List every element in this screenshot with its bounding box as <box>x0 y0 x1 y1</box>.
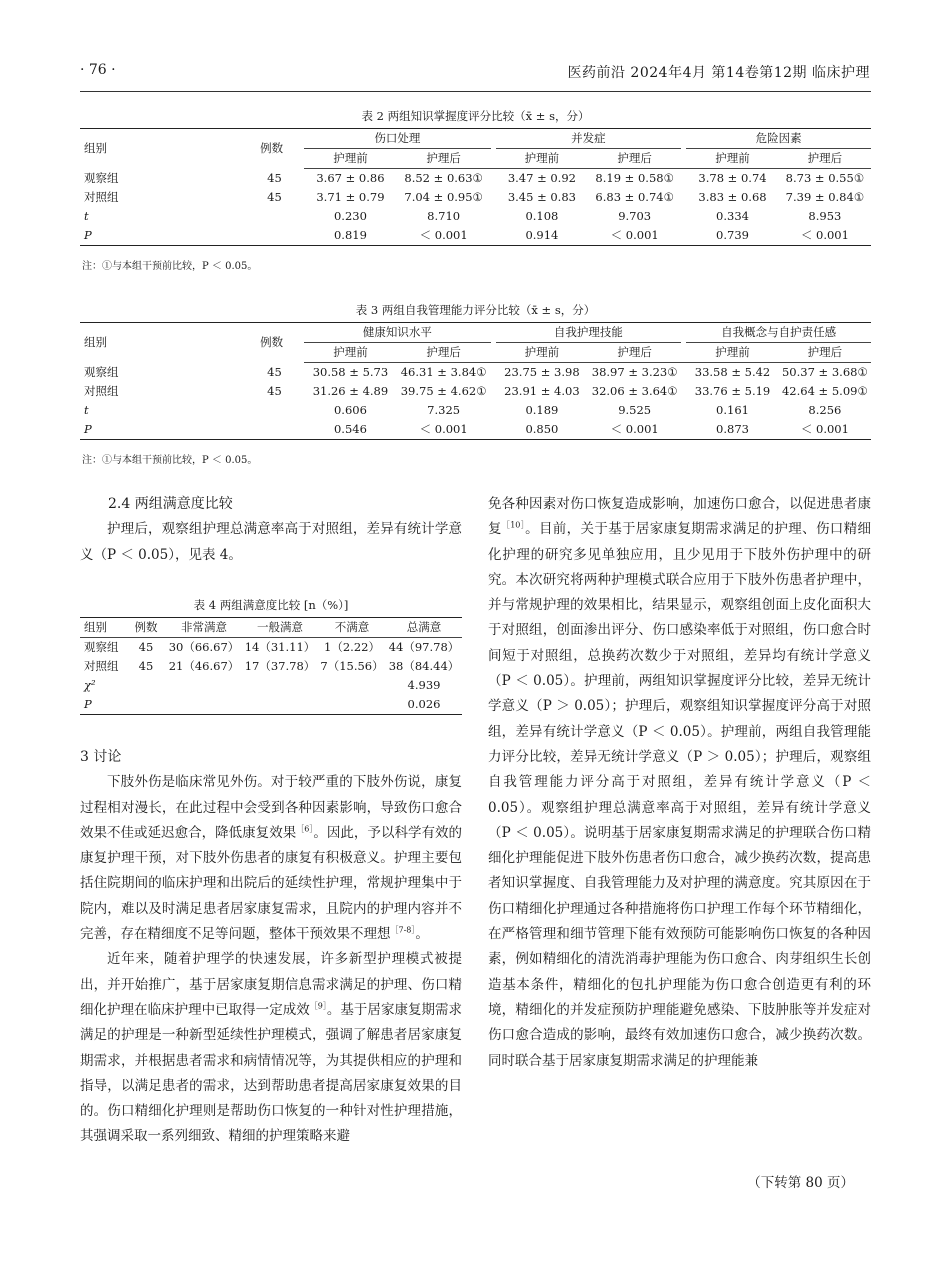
citation: ［9］ <box>309 1001 327 1011</box>
table-row: P 0.546 ＜ 0.001 0.850 ＜ 0.001 0.873 ＜ 0.001 <box>80 420 871 440</box>
group-header: 自我护理技能 <box>553 325 623 339</box>
sub-header: 护理后 <box>779 343 871 363</box>
journal-info: 医药前沿 2024年4月 第14卷第12期 临床护理 <box>567 65 870 81</box>
page-header <box>80 62 870 86</box>
table4 <box>80 617 462 715</box>
sub-header: 护理前 <box>496 343 589 363</box>
group-header: 危险因素 <box>755 131 802 145</box>
paragraph: 护理后，观察组护理总满意率高于对照组，差异有统计学意义（P ＜ 0.05），见表 4。 <box>80 521 462 563</box>
col-header: 一般满意 <box>242 618 318 638</box>
group-header: 自我概念与自护责任感 <box>721 325 837 339</box>
table-row: χ² 4.939 <box>84 678 441 692</box>
table3 <box>80 322 871 440</box>
paragraph: 近年来，随着护理学的快速发展，许多新型护理模式被提出，并开始推广，基于居家康复期信息需求满足的护理、伤口精细化护理在临床护理中已取得一定成效$^{[9]}$。基于居家康复期需求满足的护理是一种新型延续性护理模式，强调了解患者居家康复期需求，并根据患者需求和病情情况等，为其提供相应的护理和指导，以满足患者的需求，达到帮助患者提高居家康复效果的目的。伤口精细化护理则是帮助伤口恢复的一种针对性护理措施，其强调采取一系列细致、精细的护理策略来避 <box>80 951 463 1145</box>
sub-header: 护理前 <box>304 343 397 363</box>
table-row: 对照组 45 21（46.67） 17（37.78） 7（15.56） 38（84.44） <box>84 659 460 673</box>
table2 <box>80 128 871 246</box>
table-row: 观察组 45 30（66.67） 14（31.11） 1（2.22） 44（97.78） <box>84 640 460 654</box>
sub-header: 护理后 <box>397 343 491 363</box>
table-row: 对照组 45 31.26 ± 4.89 39.75 ± 4.62① 23.91 ± 4.03 32.06 ± 3.64① 33.76 ± 5.19 42.64 ± 5.09① <box>84 384 868 398</box>
group-header: 并发症 <box>571 131 606 145</box>
col-n: 例数 <box>260 335 284 350</box>
section-heading: 2.4 两组满意度比较 <box>108 496 233 512</box>
right-column <box>488 492 871 1074</box>
col-header: 总满意 <box>386 618 462 638</box>
section-heading: 3 讨论 <box>80 749 122 765</box>
table4-caption: 表 4 两组满意度比较 [n（%）] <box>193 598 349 612</box>
col-group: 组别 <box>84 335 107 350</box>
col-n: 例数 <box>260 141 284 156</box>
sub-header: 护理后 <box>779 149 871 169</box>
table3-note: 注：①与本组干预前比较，P ＜ 0.05。 <box>82 455 258 466</box>
sub-header: 护理前 <box>686 343 779 363</box>
continued-note: （下转第 80 页） <box>747 1175 854 1191</box>
citation: ［6］ <box>296 824 314 834</box>
col-group: 组别 <box>84 141 107 156</box>
group-header: 健康知识水平 <box>362 325 432 339</box>
table2-note: 注：①与本组干预前比较，P ＜ 0.05。 <box>82 261 258 272</box>
section-3 <box>80 745 462 1150</box>
table-row: 对照组 45 3.71 ± 0.79 7.04 ± 0.95① 3.45 ± 0.83 6.83 ± 0.74① 3.83 ± 0.68 7.39 ± 0.84① <box>84 190 865 204</box>
table2-caption: 表 2 两组知识掌握度评分比较（x̄ ± s，分） <box>361 109 590 123</box>
page-number: · 76 · <box>80 62 116 78</box>
table-row: 观察组 45 30.58 ± 5.73 46.31 ± 3.84① 23.75 ± 3.98 38.97 ± 3.23① 33.58 ± 5.42 50.37 ± 3.68① <box>84 364 868 379</box>
sub-header: 护理后 <box>397 149 491 169</box>
citation: ［10］ <box>501 520 526 530</box>
paragraph: 下肢外伤是临床常见外伤。对于较严重的下肢外伤说，康复过程相对漫长，在此过程中会受到各种因素影响，导致伤口愈合效果不佳或延迟愈合，降低康复效果$^{[6]}$。因此，予以科学有效的康复护理干预，对下肢外伤患者的康复有积极意义。护理主要包括住院期间的临床护理和出院后的延续性护理，常规护理集中于院内，难以及时满足患者居家康复需求，且院内的护理内容并不完善，存在精细度不足等问题，整体干预效果不理想$^{[7-8]}$。 <box>80 774 463 943</box>
group-header: 伤口处理 <box>374 131 421 145</box>
header-rule <box>80 91 871 92</box>
table-row: t 0.230 8.710 0.108 9.703 0.334 8.953 <box>84 209 842 223</box>
table-row: 观察组 45 3.67 ± 0.86 8.52 ± 0.63① 3.47 ± 0.92 8.19 ± 0.58① 3.78 ± 0.74 8.73 ± 0.55① <box>84 170 865 185</box>
citation: ［7-8］ <box>390 925 416 935</box>
section-2-4 <box>80 492 462 568</box>
sub-header: 护理前 <box>304 149 397 169</box>
sub-header: 护理前 <box>496 149 589 169</box>
col-header: 非常满意 <box>166 618 242 638</box>
col-header: 例数 <box>126 618 166 638</box>
sub-header: 护理后 <box>588 343 681 363</box>
paragraph: 免各种因素对伤口恢复造成影响，加速伤口愈合，以促进患者康复$^{[10]}$。目前，关于基于居家康复期需求满足的护理、伤口精细化护理的研究多见单独应用，且少见用于下肢外伤护理中的研究。本次研究将两种护理模式联合应用于下肢外伤患者护理中，并与常规护理的效果相比，结果显示，观察组创面上皮化面积大于对照组，创面渗出评分、伤口感染率低于对照组，伤口愈合时间短于对照组，总换药次数少于对照组，差异均有统计学意义（P ＜ 0.05）。护理前，两组知识掌握度评分比较，差异无统计学意义（P ＞ 0.05）；护理后，观察组知识掌握度评分高于对照组，差异有统计学意义（P ＜ 0.05）。护理前，两组自我管理能力评分比较，差异无统计学意义（P ＞ 0.05）；护理后，观察组自我管理能力评分高于对照组，差异有统计学意义（P ＜ 0.05）。观察组护理总满意率高于对照组，差异有统计学意义（P ＜ 0.05）。说明基于居家康复期需求满足的护理联合伤口精细化护理能促进下肢外伤患者伤口愈合，减少换药次数，提高患者知识掌握度、自我管理能力及对护理的满意度。究其原因在于伤口精细化护理通过各种措施将伤口护理工作每个环节精细化，在严格管理和细节管理下能有效预防可能影响伤口恢复的各种因素，例如精细化的清洗消毒护理能为伤口愈合、肉芽组织生长创造基本条件，精细化的包扎护理能为伤口愈合创造更有利的环境，精细化的并发症预防护理能避免感染、下肢肿胀等并发症对伤口愈合造成的影响，最终有效加速伤口愈合，减少换药次数。同时联合基于居家康复期需求满足的护理能兼 <box>488 496 872 1069</box>
table-row: t 0.606 7.325 0.189 9.525 0.161 8.256 <box>84 403 842 417</box>
sub-header: 护理后 <box>588 149 681 169</box>
table-row: P 0.026 <box>80 695 462 715</box>
sub-header: 护理前 <box>686 149 779 169</box>
col-header: 组别 <box>80 618 126 638</box>
table3-caption: 表 3 两组自我管理能力评分比较（x̄ ± s，分） <box>355 303 596 317</box>
col-header: 不满意 <box>318 618 386 638</box>
table-row: P 0.819 ＜ 0.001 0.914 ＜ 0.001 0.739 ＜ 0.001 <box>80 226 871 246</box>
